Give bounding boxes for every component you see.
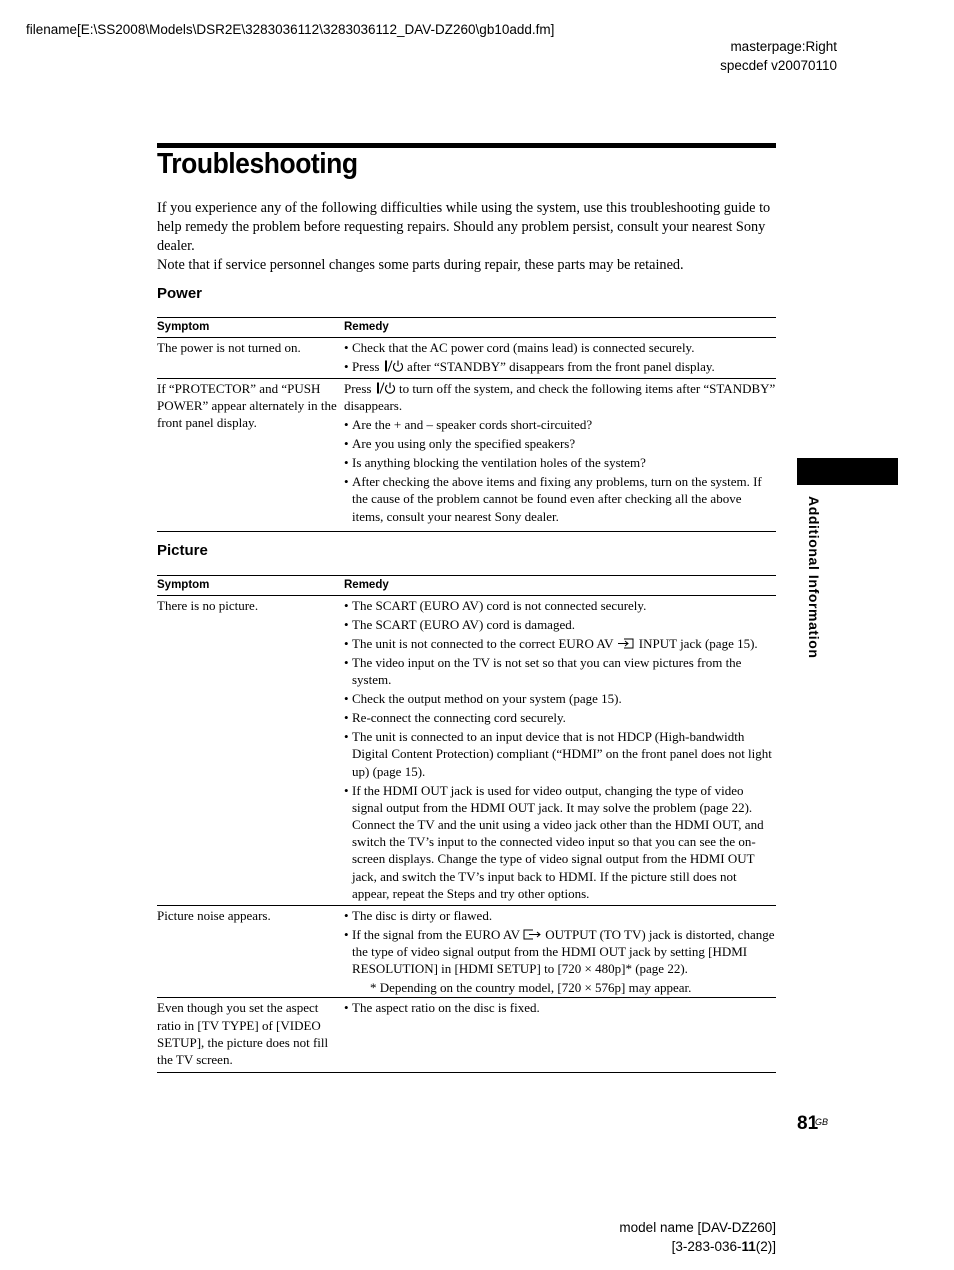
remedy-cell <box>344 338 776 379</box>
section-tab-marker <box>797 458 898 485</box>
remedy-item: • Are you using only the specified speakers? <box>344 435 776 452</box>
remedy-cell <box>344 379 776 532</box>
side-section-label: Additional Information <box>806 496 822 659</box>
footnote: * Depending on the country model, [720 × 576p] may appear. <box>370 980 692 996</box>
column-header-remedy: Remedy <box>344 576 776 596</box>
symptom-cell: Even though you set the aspect ratio in [TV TYPE] of [VIDEO SETUP], the picture does not fill the TV screen. <box>157 998 344 1073</box>
intro-paragraph-1: If you experience any of the following difficulties while using the system, use this troubleshooting guide to help remedy the problem before requesting repairs. Should any problem persist, consult your nearest Sony dealer. <box>157 200 771 254</box>
remedy-item: • The SCART (EURO AV) cord is not connected securely. <box>344 597 776 614</box>
header-filename: filename[E:\SS2008\Models\DSR2E\3283036112\3283036112_DAV-DZ260\gb10add.fm] <box>26 22 555 37</box>
remedy-item: • Is anything blocking the ventilation holes of the system? <box>344 454 776 471</box>
intro <box>157 199 776 275</box>
footer <box>619 1218 776 1256</box>
input-jack-icon <box>617 638 636 649</box>
remedy-item: • Check that the AC power cord (mains lead) is connected securely. <box>344 339 776 356</box>
picture-table <box>157 575 776 1073</box>
header-specdef: specdef v20070110 <box>720 58 837 73</box>
remedy-item: • The aspect ratio on the disc is fixed. <box>344 999 776 1016</box>
remedy-item: • Press after “STANDBY” disappears from the front panel display. <box>344 358 776 375</box>
power-switch-icon <box>383 360 404 372</box>
remedy-item: • The video input on the TV is not set so that you can view pictures from the system. <box>344 654 776 688</box>
header-meta <box>720 37 837 75</box>
remedy-item: • The disc is dirty or flawed. <box>344 907 776 924</box>
symptom-cell: If “PROTECTOR” and “PUSH POWER” appear alternately in the front panel display. <box>157 379 344 532</box>
table-row <box>157 379 776 532</box>
remedy-item: • Are the + and – speaker cords short-circuited? <box>344 416 776 433</box>
section-heading-picture: Picture <box>157 542 208 559</box>
table-row <box>157 905 776 998</box>
power-switch-icon <box>375 382 396 394</box>
remedy-item: • The unit is not connected to the correct EURO AV INPUT jack (page 15). <box>344 635 776 652</box>
page-title: Troubleshooting <box>157 148 358 180</box>
column-header-symptom: Symptom <box>157 576 344 596</box>
remedy-item: • Re-connect the connecting cord securely. <box>344 709 776 726</box>
remedy-item: • Check the output method on your system (page 15). <box>344 690 776 707</box>
column-header-remedy: Remedy <box>344 318 776 338</box>
table-header-row <box>157 576 776 596</box>
page-suffix: GB <box>815 1117 829 1127</box>
symptom-cell: There is no picture. <box>157 596 344 906</box>
footer-code: [3-283-036-11(2)] <box>671 1239 776 1254</box>
symptom-cell: Picture noise appears. <box>157 905 344 998</box>
page-number: 81 <box>797 1113 819 1134</box>
output-jack-icon <box>523 929 542 940</box>
table-row <box>157 998 776 1073</box>
table-row <box>157 338 776 379</box>
footer-model: model name [DAV-DZ260] <box>619 1220 776 1235</box>
remedy-item: • The SCART (EURO AV) cord is damaged. <box>344 616 776 633</box>
remedy-cell <box>344 998 776 1073</box>
table-row <box>157 596 776 906</box>
remedy-cell <box>344 596 776 906</box>
intro-paragraph-2: Note that if service personnel changes some parts during repair, these parts may be retained. <box>157 257 684 273</box>
symptom-cell: The power is not turned on. <box>157 338 344 379</box>
remedy-item: • The unit is connected to an input device that is not HDCP (High-bandwidth Digital Content Protection) compliant (“HDMI” on the front panel does not light up) (page 15). <box>344 728 776 780</box>
remedy-item: • If the signal from the EURO AV OUTPUT (TO TV) jack is distorted, change the type of video signal output from the HDMI OUT jack by setting [HDMI RESOLUTION] in [HDMI SETUP] to [720 × 480p]* (page 22). <box>344 926 776 978</box>
column-header-symptom: Symptom <box>157 318 344 338</box>
section-heading-power: Power <box>157 285 203 302</box>
header-masterpage: masterpage:Right <box>730 39 837 54</box>
remedy-text: Press to turn off the system, and check the following items after “STANDBY” disappears. <box>344 381 776 414</box>
remedy-item: • After checking the above items and fixing any problems, turn on the system. If the cause of the problem cannot be found even after checking all the above items, consult your nearest Sony dealer. <box>344 473 776 525</box>
remedy-item: • If the HDMI OUT jack is used for video output, changing the type of video signal output from the HDMI OUT jack. It may solve the problem (page 22). Connect the TV and the unit using a video jack other than the HDMI OUT, and switch the TV’s input to the connected video input so that you can see the on-screen displays. Change the type of video signal output from the HDMI OUT jack, and switch the TV’s input back to HDMI. If the picture still does not appear, repeat the Steps and try other options. <box>344 782 776 902</box>
power-table <box>157 317 776 532</box>
table-header-row <box>157 318 776 338</box>
remedy-cell <box>344 905 776 998</box>
